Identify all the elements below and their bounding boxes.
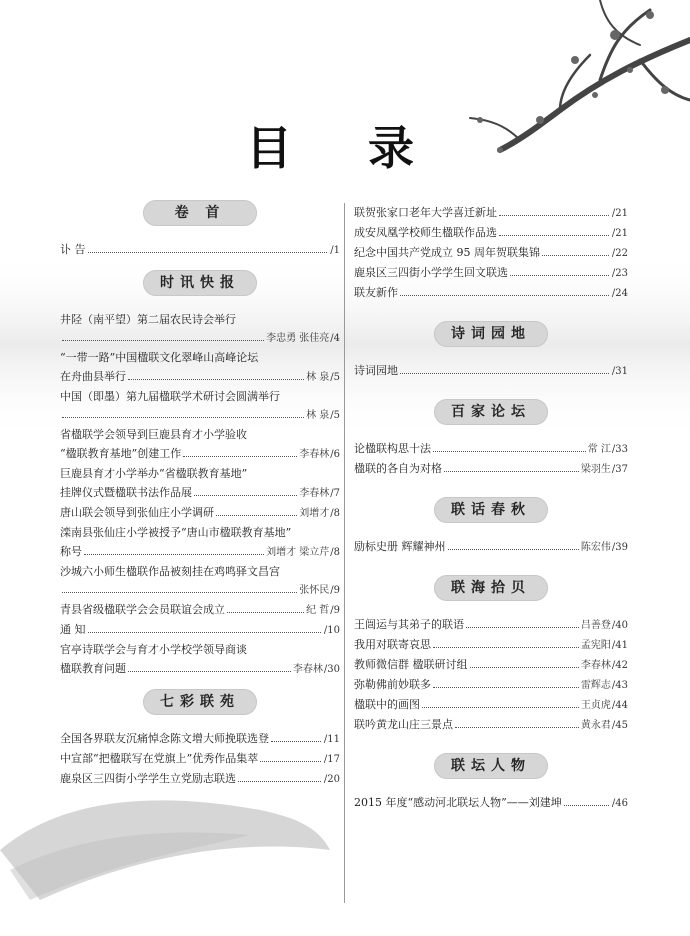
entry-title: 楹联中的画图 [354,698,420,711]
leader-dots [88,632,321,633]
entry-title-line: 官亭诗联学会与育才小学校学领导商谈 [60,643,247,656]
toc-entry[interactable] [354,243,628,263]
leader-dots [260,761,321,762]
entry-title: “楹联教育基地”创建工作 [60,447,182,460]
entry-author: 林 泉 [306,372,330,383]
entry-author: 李春林 [299,449,330,460]
entry-page: /8 [330,508,340,519]
section-label: 联海拾贝 [434,575,548,601]
leader-dots [62,340,264,341]
section-header [354,321,628,349]
toc-entry[interactable] [354,537,628,557]
entry-page: /22 [611,248,628,259]
toc-entry[interactable] [60,240,340,260]
toc-entry[interactable] [354,459,628,479]
leader-dots [499,235,609,236]
entry-title: 联吟黄龙山庄三景点 [354,718,453,731]
toc-entry[interactable] [60,387,340,425]
toc-entry[interactable] [60,464,340,503]
toc-entry[interactable] [354,223,628,243]
leader-dots [422,707,579,708]
page-title: 目 录 [245,121,444,175]
entry-title: 唐山联会领导到张仙庄小学调研 [60,506,214,519]
toc-entry[interactable] [60,425,340,464]
entry-page: /17 [323,754,340,765]
section-label: 时讯快报 [143,270,257,296]
entry-author: 陈宏伟 [580,542,611,553]
leader-dots [183,456,297,457]
entry-title: 在舟曲县举行 [60,370,126,383]
entry-page: /30 [323,664,340,675]
entry-author: 刘增才 梁立芹 [266,547,330,558]
toc-entry[interactable] [354,655,628,675]
entry-title: 弥勒佛前妙联多 [354,678,431,691]
toc-entry[interactable] [60,640,340,679]
entry-title: 称号 [60,545,82,558]
column-divider [344,203,345,903]
toc-entry[interactable] [354,793,628,813]
toc-entry[interactable] [60,620,340,640]
section-header [354,497,628,525]
entry-page: /37 [611,464,628,475]
entry-page: /9 [330,605,340,616]
entry-page: /7 [330,488,340,499]
entry-title: 王闿运与其弟子的联语 [354,618,464,631]
leader-dots [227,612,304,613]
entry-title: 鹿泉区三四街小学学生立党励志联选 [60,772,236,785]
entry-title: 纪念中国共产党成立 95 周年贺联集锦 [354,246,540,259]
entry-page: /4 [330,333,340,344]
entry-title: 2015 年度“感动河北联坛人物”——刘建坤 [354,796,562,809]
leader-dots [448,549,579,550]
entry-page: /43 [611,680,628,691]
entry-author: 刘增才 [299,508,330,519]
leader-dots [62,417,304,418]
entry-author: 雷辉志 [580,680,611,691]
entry-page: /46 [611,798,628,809]
leader-dots [564,805,609,806]
entry-author: 吕善登 [580,620,611,631]
entry-author: 张怀民 [299,585,330,596]
entry-title: 励标史册 辉耀神州 [354,540,446,553]
entry-page: /39 [611,542,628,553]
leader-dots [499,215,609,216]
toc-entry[interactable] [354,283,628,303]
leader-dots [62,592,297,593]
entry-page: /21 [611,228,628,239]
leader-dots [433,451,586,452]
entry-page: /10 [323,625,340,636]
entry-title-line: 井陉（南平望）第二届农民诗会举行 [60,313,236,326]
toc-entry[interactable] [60,769,340,789]
leader-dots [128,379,304,380]
entry-page: /5 [330,410,340,421]
leader-dots [84,554,264,555]
section-header [354,753,628,781]
entry-page: /8 [330,547,340,558]
entry-author: 李忠勇 张佳亮 [266,333,330,344]
entry-author: 王贞虎 [580,700,611,711]
entry-page: /42 [611,660,628,671]
entry-title-line: 中国（即墨）第九届楹联学术研讨会圆满举行 [60,390,280,403]
entry-page: /5 [330,372,340,383]
right-column [354,203,628,813]
toc-entry[interactable] [60,503,340,523]
entry-page: /41 [611,640,628,651]
section-header [354,575,628,603]
entry-page: /33 [611,444,628,455]
toc-entry[interactable] [60,600,340,620]
entry-title: 挂牌仪式暨楹联书法作品展 [60,486,192,499]
toc-entry[interactable] [60,729,340,749]
leader-dots [216,515,297,516]
toc-entry[interactable] [60,523,340,562]
leader-dots [510,275,609,276]
leader-dots [470,667,579,668]
entry-title: 全国各界联友沉痛悼念陈文增大师挽联选登 [60,732,269,745]
entry-page: /9 [330,585,340,596]
entry-title: 联友新作 [354,286,398,299]
entry-author: 黄永君 [580,720,611,731]
leader-dots [433,687,579,688]
entry-page: /1 [330,245,340,256]
entry-page: /31 [611,366,628,377]
left-column [60,200,340,789]
toc-entry[interactable] [354,615,628,635]
section-header [60,200,340,228]
entry-page: /45 [611,720,628,731]
entry-page: /40 [611,620,628,631]
entry-title: 鹿泉区三四街小学学生回文联选 [354,266,508,279]
entry-title: 通 知 [60,623,86,636]
entry-title: 中宣部“把楹联写在党旗上”优秀作品集萃 [60,752,259,765]
entry-author: 李春林 [292,664,323,675]
ink-brush-stroke [0,800,330,900]
toc-entry[interactable] [354,439,628,459]
entry-author: 李春林 [580,660,611,671]
entry-author: 林 泉 [306,410,330,421]
entry-author: 常 江 [587,444,611,455]
entry-title-line: 沙城六小师生楹联作品被刻挂在鸡鸣驿文昌宫 [60,565,280,578]
toc-entry[interactable] [354,695,628,715]
entry-title: 教师微信群 楹联研讨组 [354,658,468,671]
entry-title: 联贺张家口老年大学喜迁新址 [354,206,497,219]
entry-page: /21 [611,208,628,219]
section-label: 七彩联苑 [143,689,257,715]
leader-dots [88,252,328,253]
leader-dots [466,627,579,628]
entry-title-line: 省楹联学会领导到巨鹿县育才小学验收 [60,428,247,441]
toc-entry[interactable] [354,263,628,283]
leader-dots [194,495,297,496]
entry-author: 李春林 [299,488,330,499]
entry-title: 论楹联构思十法 [354,442,431,455]
toc-entry[interactable] [354,715,628,735]
toc-entry[interactable] [354,361,628,381]
toc-entry[interactable] [354,675,628,695]
entry-page: /23 [611,268,628,279]
entry-title-line: “一带一路”中国楹联文化翠峰山高峰论坛 [60,351,259,364]
entry-title: 诗词园地 [354,364,398,377]
entry-page: /24 [611,288,628,299]
section-label: 百家论坛 [434,399,548,425]
leader-dots [455,727,579,728]
section-label: 联话春秋 [434,497,548,523]
section-label: 卷 首 [143,200,257,226]
entry-title: 楹联教育问题 [60,662,126,675]
section-label: 联坛人物 [434,753,548,779]
leader-dots [444,471,579,472]
toc-entry[interactable] [60,310,340,348]
section-label: 诗词园地 [434,321,548,347]
toc-entry[interactable] [354,203,628,223]
entry-title-line: 巨鹿县育才小学举办“省楹联教育基地” [60,467,248,480]
entry-title: 讣 告 [60,243,86,256]
section-header [60,689,340,717]
leader-dots [271,741,321,742]
toc-entry[interactable] [60,348,340,387]
leader-dots [128,671,291,672]
toc-entry[interactable] [60,749,340,769]
entry-title: 青县省级楹联学会会员联谊会成立 [60,603,225,616]
toc-entry[interactable] [354,635,628,655]
entry-title-line: 滦南县张仙庄小学被授予“唐山市楹联教育基地” [60,526,292,539]
entry-page: /6 [330,449,340,460]
entry-title: 楹联的各自为对格 [354,462,442,475]
toc-entry[interactable] [60,562,340,600]
section-header [354,399,628,427]
entry-page: /11 [323,734,340,745]
leader-dots [542,255,609,256]
entry-title: 成安凤凰学校师生楹联作品选 [354,226,497,239]
entry-title: 我用对联寄哀思 [354,638,431,651]
entry-page: /20 [323,774,340,785]
leader-dots [433,647,579,648]
entry-author: 梁羽生 [580,464,611,475]
entry-author: 纪 哲 [306,605,330,616]
section-header [60,270,340,298]
entry-author: 孟宪阳 [580,640,611,651]
leader-dots [400,373,609,374]
leader-dots [400,295,609,296]
leader-dots [238,781,321,782]
entry-page: /44 [611,700,628,711]
